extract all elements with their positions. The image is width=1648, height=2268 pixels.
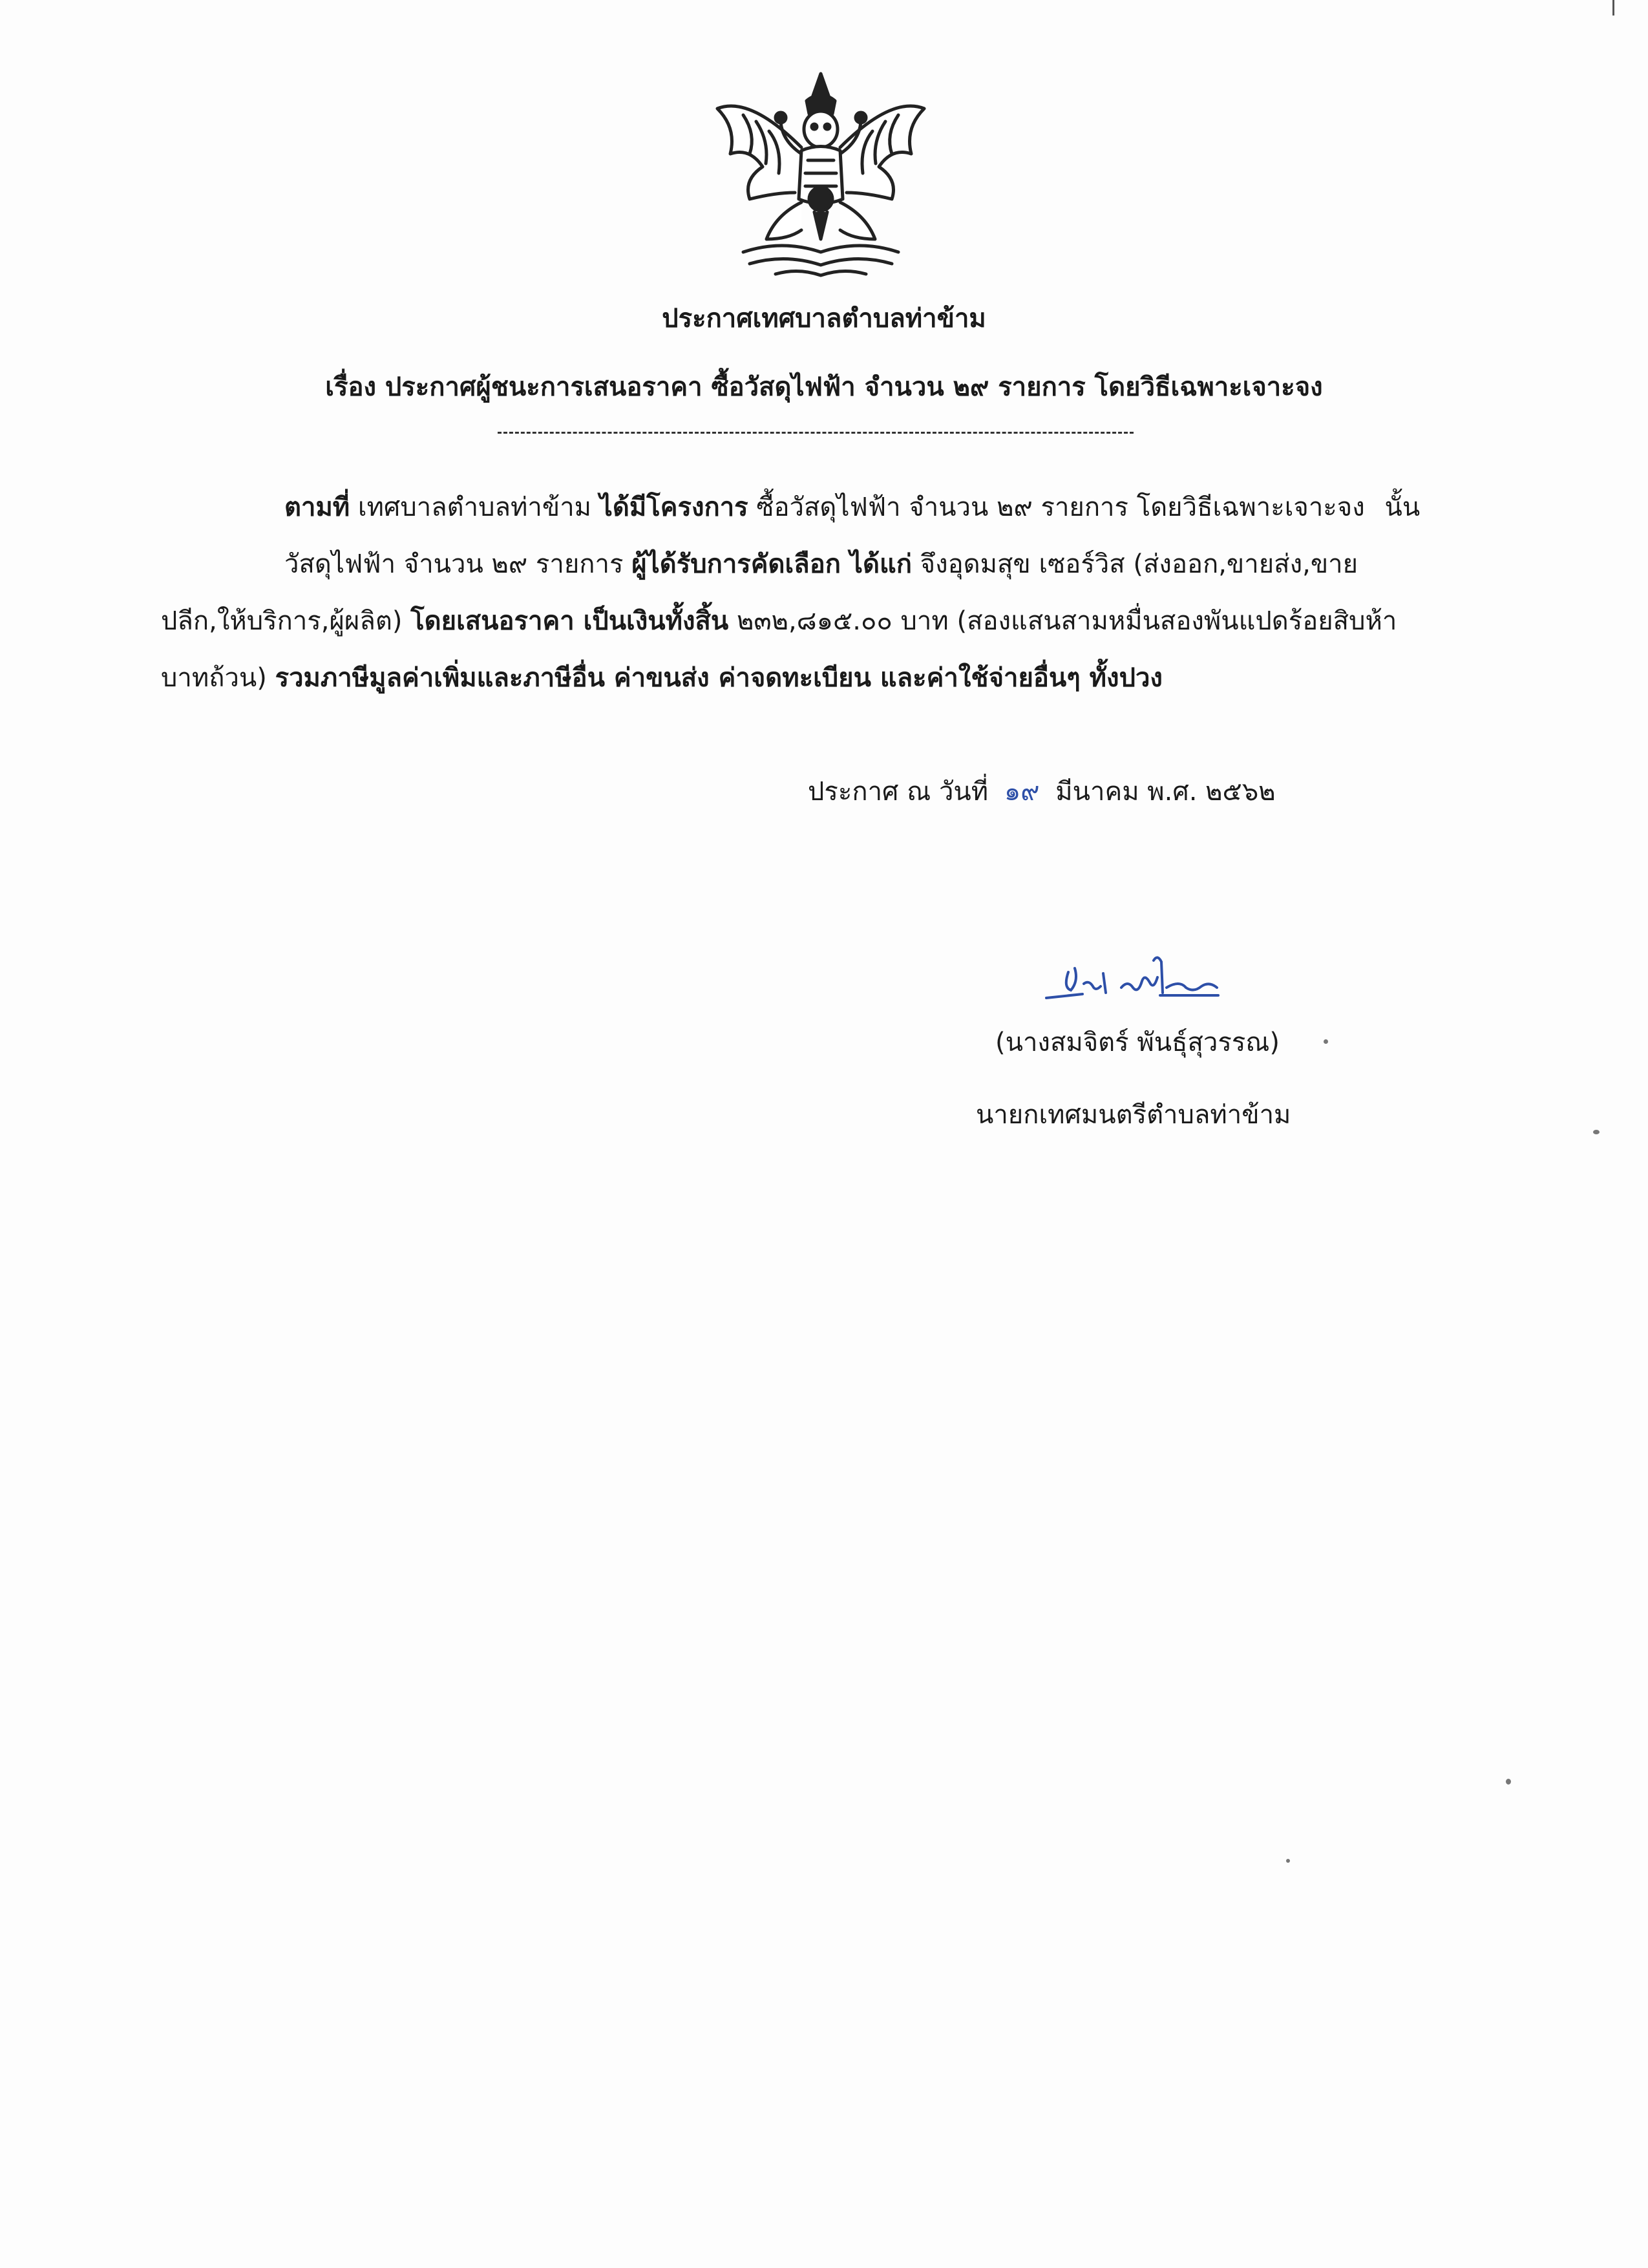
- date-day: ๑๙: [1004, 777, 1040, 807]
- offer-amount-cont: บาทถ้วน): [161, 663, 267, 693]
- scan-speck: [1324, 1039, 1328, 1044]
- announcement-title: ประกาศเทศบาลตำบลท่าข้าม: [662, 304, 986, 334]
- project-label: ได้มีโครงการ: [599, 493, 748, 522]
- selected-label: ผู้ได้รับการคัดเลือก ได้แก่: [631, 549, 912, 579]
- item-description: วัสดุไฟฟ้า จำนวน ๒๙ รายการ: [284, 549, 624, 579]
- handwritten-signature: [1044, 948, 1238, 1009]
- tax-inclusion-text: รวมภาษีมูลค่าเพิ่มและภาษีอื่น ค่าขนส่ง ค่าจดทะเบียน และค่าใช้จ่ายอื่นๆ ทั้งปวง: [275, 663, 1163, 693]
- body-line-4: [161, 657, 1163, 698]
- scan-speck: [1286, 1859, 1290, 1863]
- body-line-2: [284, 543, 1358, 584]
- scan-speck: [1593, 1130, 1600, 1134]
- garuda-emblem-icon: [704, 70, 937, 283]
- para-lead: ตามที่: [284, 493, 350, 522]
- title-divider: [498, 432, 1134, 434]
- org-name: เทศบาลตำบลท่าข้าม: [357, 493, 592, 522]
- scan-edge-mark: [1612, 0, 1614, 16]
- scan-speck: [1506, 1779, 1511, 1785]
- date-prefix: ประกาศ ณ วันที่: [808, 777, 989, 807]
- vendor-name-cont: ปลีก,ให้บริการ,ผู้ผลิต): [161, 606, 403, 636]
- announcement-subject: เรื่อง ประกาศผู้ชนะการเสนอราคา ซื้อวัสดุไฟฟ้า จำนวน ๒๙ รายการ โดยวิธีเฉพาะเจาะจง: [325, 372, 1323, 402]
- signatory-position: นายกเทศมนตรีตำบลท่าข้าม: [976, 1100, 1291, 1130]
- body-line-3: [161, 600, 1397, 641]
- offer-amount: ๒๓๒,๘๑๕.๐๐ บาท (สองแสนสามหมื่นสองพันแปดร้อยสิบห้า: [736, 606, 1397, 636]
- vendor-name: จึงอุดมสุข เซอร์วิส (ส่งออก,ขายส่ง,ขาย: [920, 549, 1358, 579]
- announcement-date: [808, 770, 1276, 812]
- signatory-name: (นางสมจิตร์ พันธุ์สุวรรณ): [995, 1028, 1280, 1057]
- para-tail: นั้น: [1384, 493, 1421, 522]
- project-name: ซื้อวัสดุไฟฟ้า จำนวน ๒๙ รายการ โดยวิธีเฉพาะเจาะจง: [756, 493, 1365, 522]
- body-line-1: [284, 486, 1420, 527]
- date-month-year: มีนาคม พ.ศ. ๒๕๖๒: [1055, 777, 1276, 807]
- offer-label: โดยเสนอราคา เป็นเงินทั้งสิ้น: [410, 606, 729, 636]
